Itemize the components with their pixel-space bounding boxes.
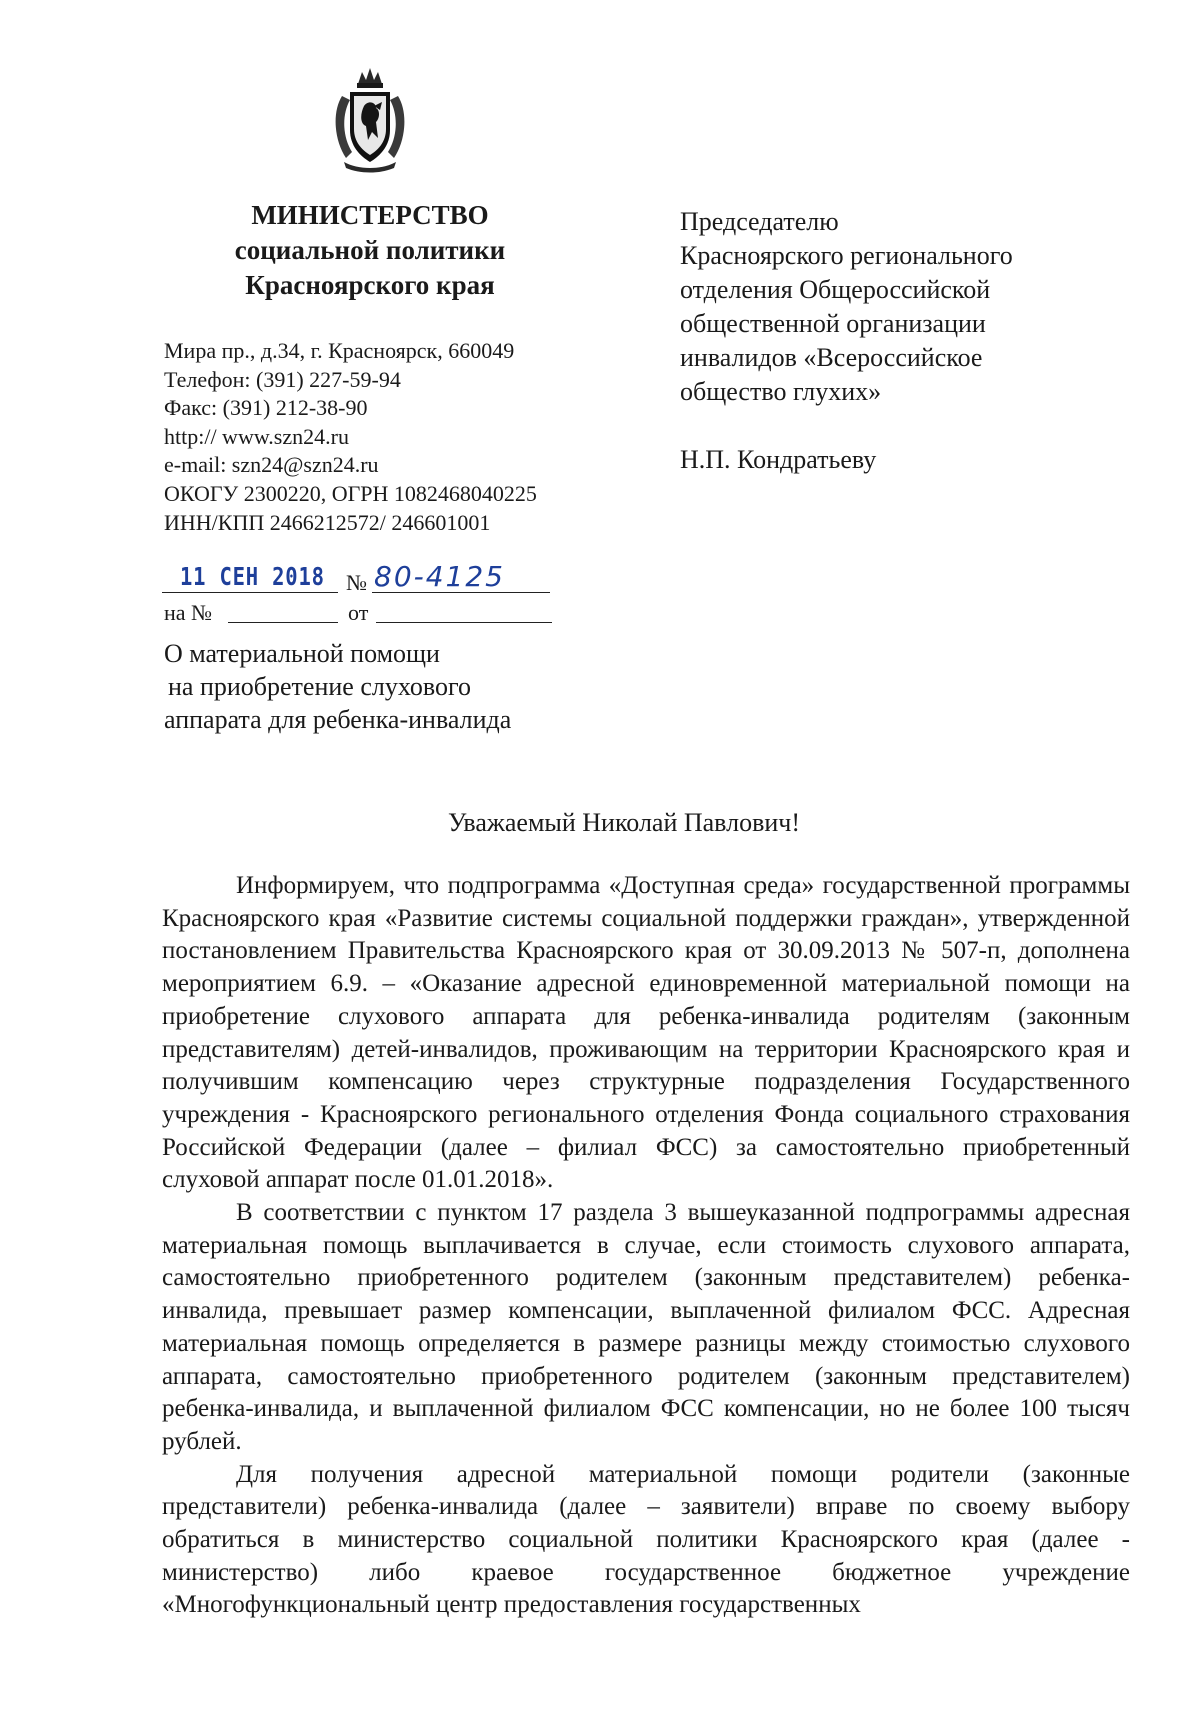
body-paragraph-2: В соответствии с пунктом 17 раздела 3 вышеуказанной подпрограммы адресная материальная помощь выплачивается в случае, если стоимость слухового аппарата, самостоятельно приобретенного родителем (законным представителем) ребенка-инвалида, превышает размер компенсации, выплаченной филиалом ФСС. Адресная материальная помощь определяется в размере разницы между стоимостью слухового аппарата, самостоятельно приобретенного родителем (законным представителем) ребенка-инвалида, и выплаченной филиалом ФСС компенсации, но не более 100 тысяч рублей. xyxy=(162,1199,1130,1455)
letter-body xyxy=(162,870,1130,1622)
addressee-block xyxy=(680,205,1120,477)
ministry-heading xyxy=(180,198,560,303)
ministry-line-2: социальной политики xyxy=(234,235,506,265)
salutation: Уважаемый Николай Павлович! xyxy=(447,808,801,837)
contact-okogu: ОКОГУ 2300220, ОГРН 1082468040225 xyxy=(164,480,537,506)
ministry-line-1: МИНИСТЕРСТВО xyxy=(251,200,489,230)
addressee-line: отделения Общероссийской xyxy=(680,275,991,304)
contact-inn: ИНН/КПП 2466212572/ 246601001 xyxy=(164,509,491,535)
addressee-name: Н.П. Кондратьеву xyxy=(680,445,877,474)
addressee-line: общественной организации xyxy=(680,309,986,338)
contact-block xyxy=(164,337,624,537)
date-underline xyxy=(162,592,338,593)
addressee-line: Председателю xyxy=(680,207,839,236)
coat-of-arms-emblem xyxy=(328,66,412,174)
contact-fax: Факс: (391) 212-38-90 xyxy=(164,395,368,421)
addressee-line: инвалидов «Всероссийское xyxy=(680,343,983,372)
reply-from-label: от xyxy=(348,600,369,625)
letter-subject xyxy=(164,637,624,736)
contact-website: http:// www.szn24.ru xyxy=(164,423,349,449)
contact-phone: Телефон: (391) 227-59-94 xyxy=(164,366,401,392)
contact-address: Мира пр., д.34, г. Красноярск, 660049 xyxy=(164,338,515,363)
reply-to-label: на № xyxy=(164,600,213,625)
registration-date-stamp: 11 СЕН 2018 xyxy=(180,562,325,591)
reply-date-underline xyxy=(376,622,552,623)
subject-line-3: аппарата для ребенка-инвалида xyxy=(164,705,512,734)
body-paragraph-3: Для получения адресной материальной помощи родители (законные представители) ребенка-инвалида (далее – заявители) вправе по своему выбору обратиться в министерство социальной политики Красноярского края (далее - министерство) либо краевое государственное бюджетное учреждение «Многофункциональный центр предоставления государственных xyxy=(162,1460,1130,1619)
subject-line-2: на приобретение слухового xyxy=(168,672,471,701)
registration-number-handwritten: 80-4125 xyxy=(374,560,505,593)
addressee-spacer xyxy=(680,409,1120,443)
contact-email: e-mail: szn24@szn24.ru xyxy=(164,452,379,478)
number-label: № xyxy=(346,570,367,595)
subject-line-1: О материальной помощи xyxy=(164,639,440,668)
number-underline xyxy=(372,592,550,593)
ministry-line-3: Красноярского края xyxy=(245,270,495,300)
addressee-line: общество глухих» xyxy=(680,377,882,406)
body-paragraph-1: Информируем, что подпрограмма «Доступная среда» государственной программы Красноярского края «Развитие системы социальной поддержки граждан», утвержденной постановлением Правительства Красноярского края от 30.09.2013 № 507-п, дополнена мероприятием 6.9. – «Оказание адресной единовременной материальной помощи на приобретение слухового аппарата для ребенка-инвалида родителям (законным представителям) детей-инвалидов, проживающим на территории Красноярского края и получившим компенсацию через структурные подразделения Государственного учреждения - Красноярского регионального отделения Фонда социального страхования Российской Федерации (далее – филиал ФСС) за самостоятельно приобретенный слуховой аппарат после 01.01.2018». xyxy=(162,872,1130,1194)
addressee-line: Красноярского регионального xyxy=(680,241,1013,270)
reply-number-underline xyxy=(228,622,338,623)
